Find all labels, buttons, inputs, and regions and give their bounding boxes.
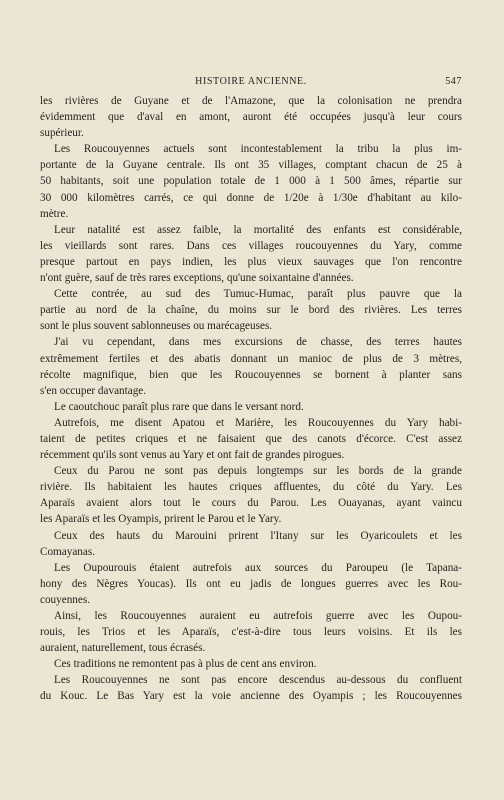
text-line: Les Roucouyennes actuels sont incontestablement la tribu la plus im- <box>54 143 462 156</box>
text-line: rivière. Ils habitaient les hautes criques affluentes, du côté du Yary. Les <box>40 481 462 494</box>
paragraph <box>40 141 462 221</box>
text-line: Comayanas. <box>40 545 95 558</box>
text-line: Cette contrée, au sud des Tumuc-Humac, paraît plus pauvre que la <box>54 288 462 301</box>
text-line: Ainsi, les Roucouyennes auraient eu autrefois guerre avec les Oupou- <box>54 610 462 622</box>
text-line: évidemment que d'aval en amont, auront été occupées jusqu'à leur cours <box>40 111 462 124</box>
paragraph <box>40 463 462 527</box>
text-line: Le caoutchouc paraît plus rare que dans le versant nord. <box>54 400 304 413</box>
text-line: sont le plus souvent sablonneuses ou marécageuses. <box>40 320 273 333</box>
paragraph <box>40 656 462 672</box>
text-line: Les Roucouyennes ne sont pas encore descendus au-dessous du confluent <box>54 674 462 687</box>
paragraph <box>40 286 462 334</box>
paragraph <box>40 399 462 415</box>
text-line: les Aparaïs et les Oyampis, prirent le Parou et le Yary. <box>40 513 282 526</box>
text-line: 50 habitants, soit une population totale de 1 000 à 1 500 âmes, répartie sur <box>40 175 462 188</box>
text-line: rouis, les Trios et les Aparaïs, c'est-à-dire tous leurs voisins. Et ils les <box>40 626 462 639</box>
text-line: Ces traditions ne remontent pas à plus de cent ans environ. <box>54 658 317 671</box>
text-line: Leur natalité est assez faible, la mortalité des enfants est considérable, <box>54 223 462 236</box>
text-line: Ceux du Parou ne sont pas depuis longtemps sur les bords de la grande <box>54 465 462 478</box>
text-line: s'en occuper davantage. <box>40 384 147 397</box>
paragraph <box>40 528 462 560</box>
text-line: les vieillards sont rares. Dans ces villages roucouyennes du Yary, comme <box>40 239 462 252</box>
paragraph <box>40 608 462 656</box>
paragraph <box>40 334 462 398</box>
running-title: HISTOIRE ANCIENNE. <box>195 76 307 87</box>
paragraph <box>40 222 462 286</box>
paragraph <box>40 560 462 608</box>
text-line: hony des Nègres Youcas). Ils ont eu jadis de longues guerres avec les Rou- <box>40 577 462 590</box>
text-line: mètre. <box>40 207 69 220</box>
text-line: Aparaïs avaient alors tout le cours du Parou. Les Ouayanas, ayant vaincu <box>40 497 462 510</box>
text-line: partie au nord de la chaîne, du moins sur le bord des rivières. Les terres <box>40 304 462 317</box>
text-line: Les Oupourouis étaient autrefois aux sources du Paroupeu (le Tapana- <box>54 561 462 574</box>
paragraph <box>40 93 462 141</box>
paragraph <box>40 672 462 704</box>
text-line: Autrefois, me disent Apatou et Marière, les Roucouyennes du Yary habi- <box>54 416 462 429</box>
text-line: presque partout en pays indien, les plus vieux sauvages que l'on rencontre <box>40 255 462 268</box>
paragraph <box>40 415 462 463</box>
text-line: n'ont guère, sauf de très rares exceptions, qu'une soixantaine d'années. <box>40 272 354 285</box>
page-number: 547 <box>445 76 462 87</box>
text-line: du Kouc. Le Bas Yary est la voie ancienne des Oyampis ; les Roucouyennes <box>40 690 462 703</box>
text-line: Ceux des hauts du Marouini prirent l'Itany sur les Oyaricoulets et les <box>54 529 462 542</box>
text-line: J'ai vu cependant, dans mes excursions de chasse, des terres hautes <box>54 336 462 349</box>
text-line: récemment qu'ils sont venus au Yary et ont fait de grandes pirogues. <box>40 449 345 462</box>
text-line: supérieur. <box>40 127 84 140</box>
text-line: 30 000 kilomètres carrés, ce qui donne de 1/20e à 1/30e d'habitant au kilo- <box>40 191 462 204</box>
text-line: auraient, naturellement, tous écrasés. <box>40 642 206 655</box>
text-line: couyennes. <box>40 593 91 606</box>
body-text <box>40 93 462 705</box>
text-line: portante de la Guyane centrale. Ils ont 35 villages, comptant chacun de 25 à <box>40 159 462 172</box>
text-line: extrêmement fertiles et des abatis donnant un manioc de plus de 3 mètres, <box>40 352 462 365</box>
running-header <box>40 76 462 90</box>
text-line: les rivières de Guyane et de l'Amazone, que la colonisation ne prendra <box>40 95 462 107</box>
text-line: taient de petites criques et ne faisaient que des canots d'écorce. C'est assez <box>40 432 462 445</box>
text-line: récolte magnifique, bien que les Roucouyennes se bornent à planter sans <box>40 368 462 381</box>
